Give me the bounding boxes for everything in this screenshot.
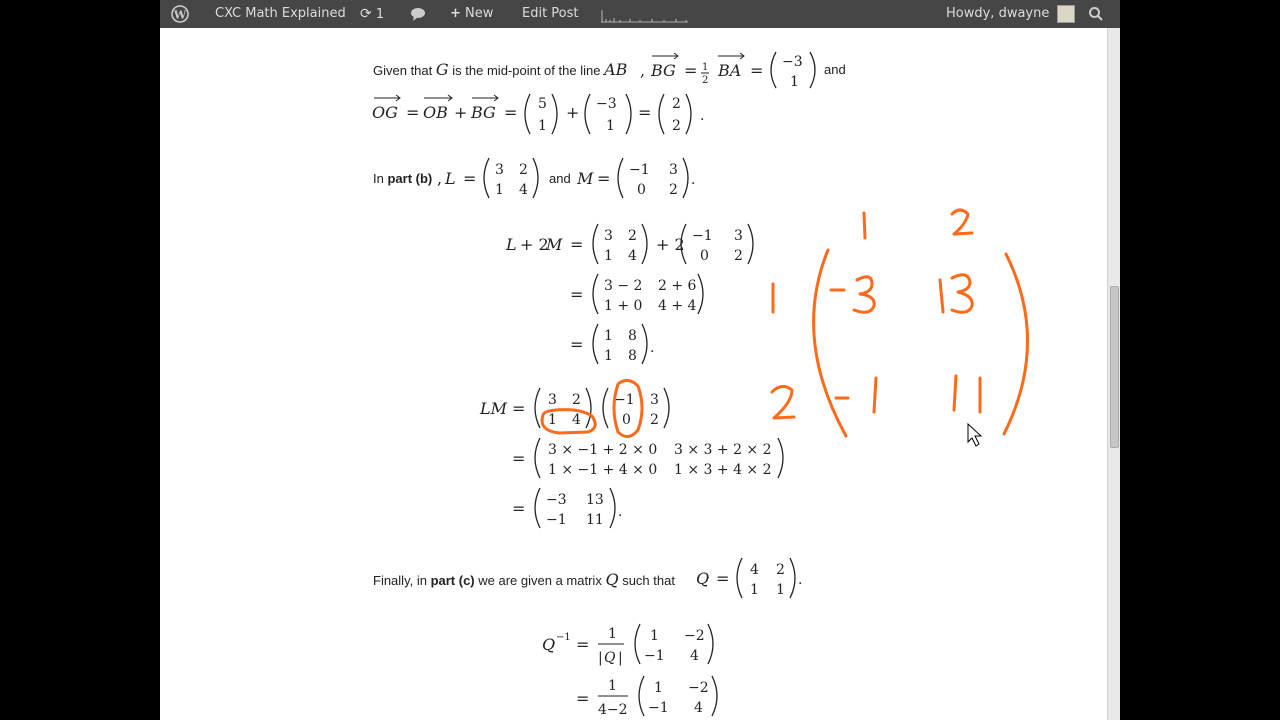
refresh-icon: ⟳ [360, 6, 372, 22]
svg-text:2: 2 [672, 96, 681, 112]
svg-text:M: M [577, 169, 594, 188]
svg-text:1: 1 [790, 74, 799, 90]
svg-text:+: + [454, 103, 468, 122]
svg-text:4 + 4: 4 + 4 [658, 298, 697, 314]
svg-text:2: 2 [702, 75, 709, 86]
new-label: New [465, 6, 494, 21]
svg-text:Q: Q [696, 569, 710, 588]
plus-icon: + [450, 6, 461, 21]
new-content-link[interactable] [450, 0, 493, 28]
search-icon[interactable] [1088, 0, 1104, 28]
svg-text:−1: −1 [692, 228, 713, 244]
svg-text:3 − 2: 3 − 2 [604, 278, 643, 294]
svg-text:3: 3 [604, 228, 613, 244]
svg-text:1: 1 [702, 62, 709, 73]
svg-text:1: 1 [650, 628, 659, 644]
svg-text:2: 2 [734, 248, 743, 264]
browser-content [160, 0, 1120, 720]
svg-text:=: = [504, 103, 518, 122]
svg-text:1: 1 [606, 118, 615, 134]
svg-text:4: 4 [694, 700, 703, 716]
svg-text:−1: −1 [644, 648, 665, 664]
svg-text:1: 1 [604, 348, 613, 364]
svg-text:−1: −1 [546, 512, 567, 528]
svg-text:.: . [691, 172, 696, 188]
svg-text:0: 0 [637, 182, 646, 198]
svg-text:1 × 3 + 4 × 2: 1 × 3 + 4 × 2 [674, 462, 772, 478]
svg-text:BG: BG [651, 61, 676, 80]
svg-text:1: 1 [750, 582, 759, 598]
svg-text:1: 1 [654, 680, 663, 696]
svg-text:0: 0 [622, 412, 631, 428]
post-content [160, 28, 1108, 720]
stats-sparkline-icon[interactable] [600, 0, 690, 28]
svg-text:3: 3 [650, 392, 659, 408]
svg-text:BA: BA [718, 61, 742, 80]
avatar [1057, 5, 1075, 23]
svg-text:3: 3 [495, 162, 504, 178]
text-given-that: Given that [373, 63, 433, 78]
svg-text:Q: Q [604, 650, 616, 666]
svg-text:8: 8 [628, 348, 637, 364]
svg-text:3: 3 [669, 162, 678, 178]
svg-text:2: 2 [628, 228, 637, 244]
svg-text:−1: −1 [556, 632, 571, 643]
text-such-that: such that [622, 573, 675, 588]
svg-text:=: = [638, 103, 652, 122]
svg-text:.: . [700, 108, 705, 124]
text-and: and [824, 62, 846, 77]
comments-link[interactable] [410, 0, 426, 28]
svg-text:−3: −3 [596, 96, 617, 112]
svg-text:=: = [570, 285, 584, 304]
svg-text:−1: −1 [629, 162, 650, 178]
math-AB: AB [604, 60, 628, 79]
greeting-text: Howdy, dwayne [946, 6, 1050, 21]
svg-text:2: 2 [572, 392, 581, 408]
svg-text:−3: −3 [546, 492, 567, 508]
svg-text:+ 2: + 2 [656, 235, 685, 254]
svg-text:.: . [798, 572, 803, 588]
svg-text:2: 2 [669, 182, 678, 198]
svg-text:4: 4 [750, 562, 759, 578]
svg-text:=: = [750, 61, 764, 80]
svg-text:−1: −1 [614, 392, 635, 408]
svg-text:3 × 3 + 2 × 2: 3 × 3 + 2 × 2 [674, 442, 772, 458]
site-name-link[interactable]: CXC Math Explained [215, 6, 346, 21]
mouse-cursor-icon [968, 424, 981, 446]
svg-text:.: . [650, 340, 655, 356]
svg-text:Q: Q [542, 635, 556, 654]
svg-text:=: = [597, 169, 611, 188]
svg-text:2: 2 [519, 162, 528, 178]
svg-text:0: 0 [700, 248, 709, 264]
svg-text:4: 4 [572, 412, 581, 428]
svg-text:1: 1 [608, 678, 617, 694]
svg-text:3 × −1 + 2 × 0: 3 × −1 + 2 × 0 [548, 442, 658, 458]
svg-text:=: = [716, 569, 730, 588]
account-greeting[interactable] [946, 0, 1075, 28]
edit-post-link[interactable]: Edit Post [522, 6, 579, 21]
svg-text:−1: −1 [648, 700, 669, 716]
math-Q: Q [605, 570, 619, 589]
text-in: In [373, 171, 384, 186]
svg-text:4: 4 [628, 248, 637, 264]
svg-text:8: 8 [628, 328, 637, 344]
svg-text:BG: BG [471, 103, 496, 122]
text-part-c: part (c) [430, 573, 475, 588]
svg-text:=: = [576, 635, 590, 654]
svg-text:W: W [173, 8, 187, 22]
svg-text:1: 1 [776, 582, 785, 598]
svg-text:−2: −2 [688, 680, 709, 696]
handwritten-annotations [160, 28, 1108, 720]
svg-text:=: = [463, 169, 477, 188]
svg-text:3: 3 [734, 228, 743, 244]
wordpress-logo-icon[interactable] [170, 0, 190, 28]
svg-text:11: 11 [586, 512, 604, 528]
svg-text:=: = [512, 449, 526, 468]
text-finally-in: Finally, in [373, 573, 427, 588]
svg-text:2: 2 [672, 118, 681, 134]
svg-text:1: 1 [548, 412, 557, 428]
svg-text:5: 5 [538, 96, 547, 112]
svg-text:|: | [598, 650, 603, 666]
svg-text:1 + 0: 1 + 0 [604, 298, 643, 314]
svg-text:=: = [570, 235, 584, 254]
svg-text:=: = [512, 499, 526, 518]
svg-text:=: = [684, 61, 698, 80]
svg-text:L: L [445, 169, 456, 188]
svg-text:1: 1 [495, 182, 504, 198]
svg-text:LM: LM [480, 399, 508, 418]
svg-text:M: M [546, 235, 563, 254]
text-part-b: part (b) [387, 171, 433, 186]
svg-text:L: L [506, 235, 517, 254]
svg-text:OG: OG [372, 103, 398, 122]
svg-text:,: , [640, 61, 646, 80]
math-G: G [435, 60, 449, 79]
svg-text:2: 2 [776, 562, 785, 578]
text-is-midpoint: is the mid-point of the line [452, 63, 601, 78]
svg-text:2 + 6: 2 + 6 [658, 278, 697, 294]
vertical-scrollbar[interactable] [1107, 28, 1120, 720]
svg-text:|: | [618, 650, 623, 666]
svg-text:,: , [437, 169, 443, 188]
text-and-2: and [549, 171, 571, 186]
svg-text:1 × −1 + 4 × 0: 1 × −1 + 4 × 0 [548, 462, 658, 478]
admin-bar [160, 0, 1120, 28]
svg-text:=: = [570, 335, 584, 354]
svg-text:=: = [576, 689, 590, 708]
svg-text:13: 13 [586, 492, 604, 508]
svg-text:OB: OB [423, 103, 448, 122]
svg-text:1: 1 [608, 626, 617, 642]
svg-text:=: = [406, 103, 420, 122]
scrollbar-thumb[interactable] [1110, 286, 1119, 448]
updates-count: 1 [375, 7, 385, 22]
svg-text:4: 4 [519, 182, 528, 198]
svg-text:+ 2: + 2 [520, 235, 549, 254]
svg-text:−3: −3 [782, 54, 803, 70]
svg-text:.: . [618, 504, 623, 520]
svg-text:+: + [566, 103, 580, 122]
svg-text:3: 3 [548, 392, 557, 408]
svg-text:1: 1 [538, 118, 547, 134]
svg-text:1: 1 [604, 248, 613, 264]
svg-text:=: = [512, 399, 526, 418]
svg-text:2: 2 [650, 412, 659, 428]
svg-text:1: 1 [604, 328, 613, 344]
svg-text:4: 4 [690, 648, 699, 664]
updates-link[interactable] [360, 0, 384, 28]
comment-icon [410, 0, 426, 28]
svg-text:4−2: 4−2 [598, 702, 628, 718]
text-given-matrix: we are given a matrix [478, 573, 602, 588]
svg-text:−2: −2 [684, 628, 705, 644]
